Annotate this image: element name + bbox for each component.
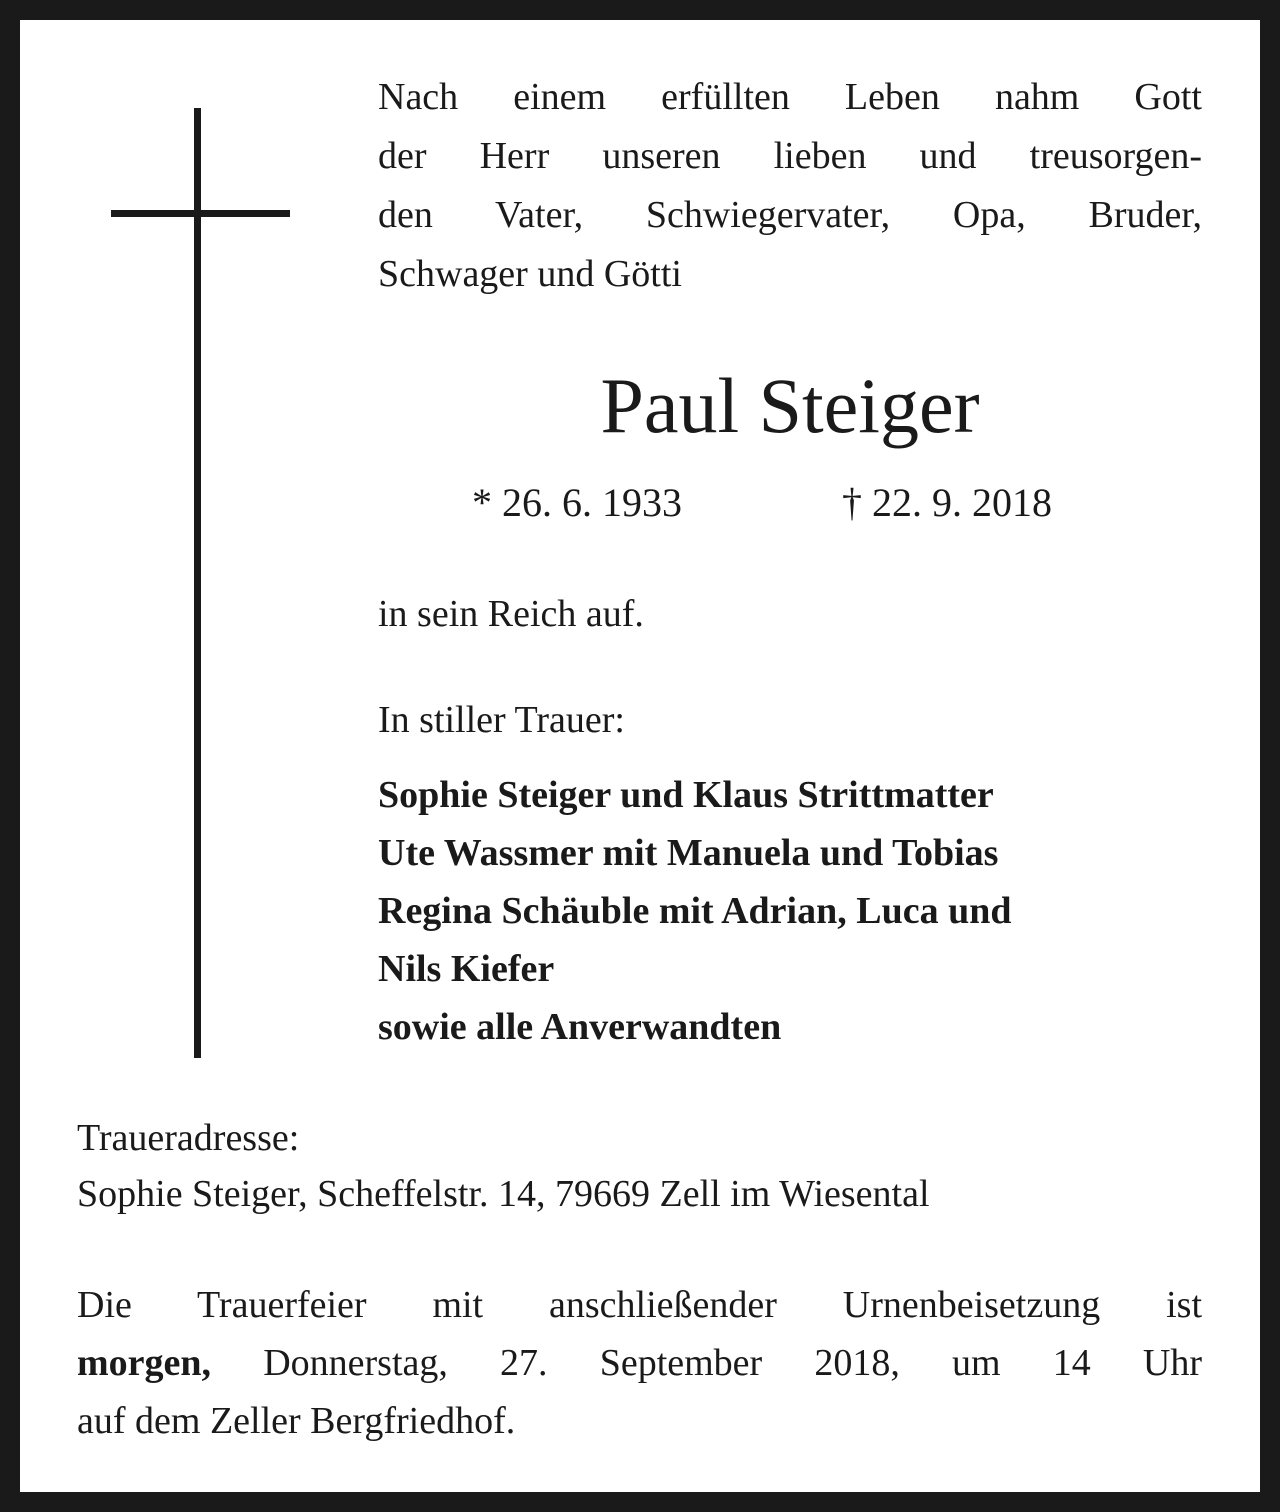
mourners-list: [378, 766, 1208, 1056]
intro-text: [378, 68, 1202, 304]
ceremony-day-rest: Donnerstag, 27. September 2018, um 14 Uhr: [211, 1342, 1202, 1384]
mourner-line: Sophie Steiger und Klaus Strittmatter: [378, 774, 994, 816]
intro-line: der Herr unseren lieben und treusorgen-: [378, 135, 1202, 177]
death-date: † 22. 9. 2018: [842, 480, 1052, 525]
mourning-label: In stiller Trauer:: [378, 699, 625, 741]
birth-date: * 26. 6. 1933: [472, 480, 682, 525]
ceremony-line: [77, 1334, 1202, 1392]
cross-icon-vertical: [194, 108, 201, 1058]
intro-line: den Vater, Schwiegervater, Opa, Bruder,: [378, 194, 1202, 236]
ceremony-day-bold: morgen,: [77, 1342, 212, 1384]
mourner-line: Ute Wassmer mit Manuela und Tobias: [378, 832, 999, 874]
mourner-line: Nils Kiefer: [378, 948, 555, 990]
ceremony-line: auf dem Zeller Bergfriedhof.: [77, 1400, 516, 1442]
address-label: Traueradresse:: [77, 1117, 300, 1159]
mourner-line: Regina Schäuble mit Adrian, Luca und: [378, 890, 1012, 932]
deceased-name: Paul Steiger: [600, 362, 980, 449]
address-text: Sophie Steiger, Scheffelstr. 14, 79669 Zell im Wiesental: [77, 1173, 930, 1215]
intro-line: Schwager und Götti: [378, 253, 682, 295]
cross-icon-horizontal: [111, 210, 290, 217]
ceremony-line: Die Trauerfeier mit anschließender Urnenbeisetzung ist: [77, 1284, 1202, 1326]
intro-line: Nach einem erfüllten Leben nahm Gott: [378, 76, 1202, 118]
mourner-line: sowie alle Anverwandten: [378, 1006, 782, 1048]
ceremony-notice: [77, 1276, 1202, 1450]
closing-phrase: in sein Reich auf.: [378, 593, 644, 635]
